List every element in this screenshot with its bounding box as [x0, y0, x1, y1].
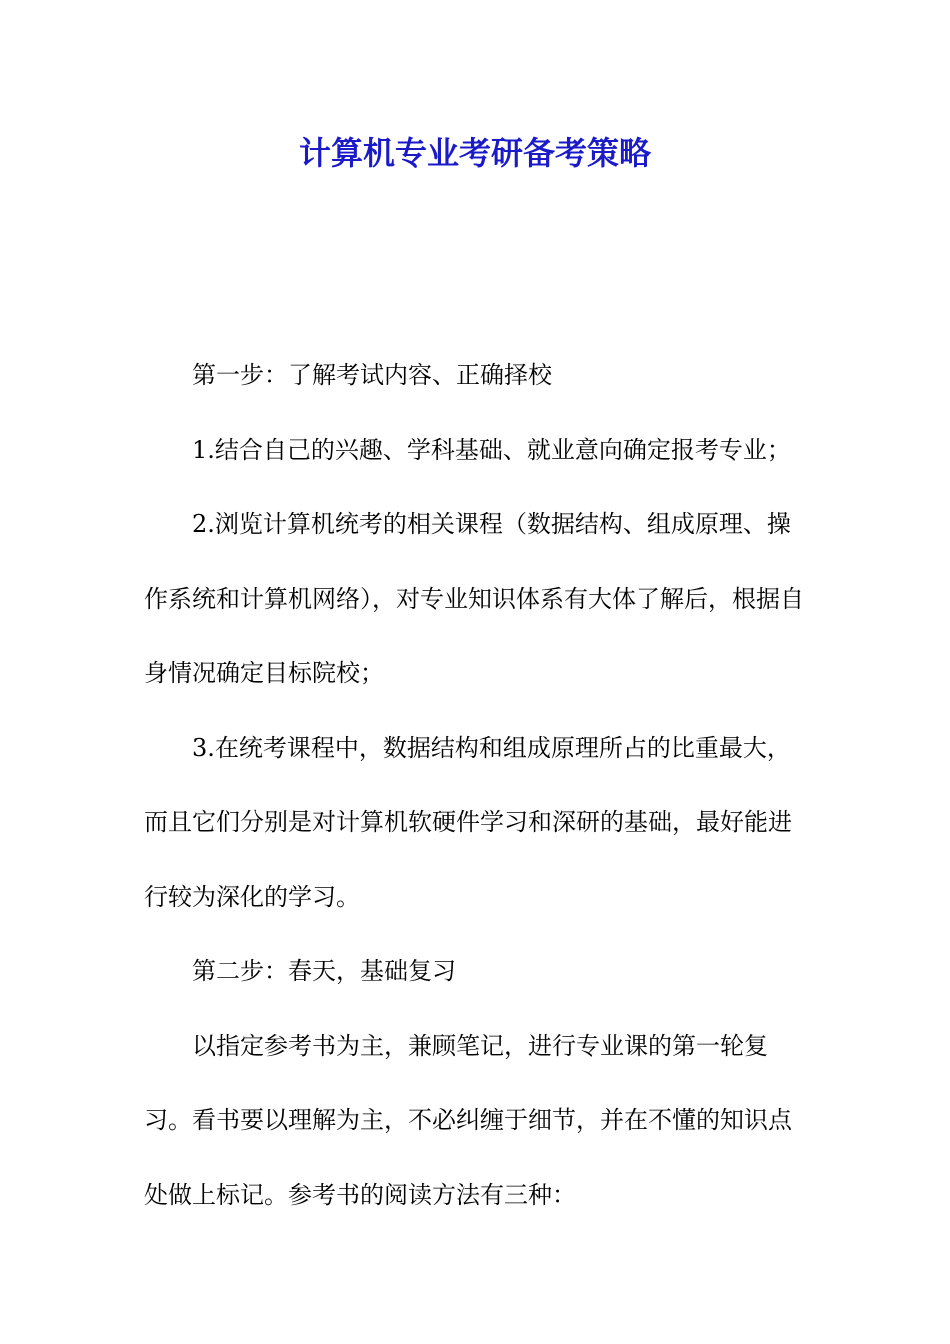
paragraph-item-1: 1.结合自己的兴趣、学科基础、就业意向确定报考专业；	[192, 435, 791, 464]
document-body	[144, 338, 814, 1232]
paragraph-item-2: 2.浏览计算机统考的相关课程（数据结构、组成原理、操作系统和计算机网络），对专业知识体系有大体了解后，根据自身情况确定目标院校；	[144, 510, 804, 687]
step-one-heading: 第一步：了解考试内容、正确择校	[192, 361, 552, 389]
paragraph-item-3: 3.在统考课程中，数据结构和组成原理所占的比重最大，而且它们分别是对计算机软硬件学习和深研的基础，最好能进行较为深化的学习。	[144, 733, 792, 911]
paragraph-reference-books: 以指定参考书为主，兼顾笔记，进行专业课的第一轮复习。看书要以理解为主，不必纠缠于细节，并在不懂的知识点处做上标记。参考书的阅读方法有三种：	[144, 1031, 792, 1209]
step-two-heading: 第二步：春天，基础复习	[192, 957, 456, 985]
page-title: 计算机专业考研备考策略	[298, 134, 651, 172]
